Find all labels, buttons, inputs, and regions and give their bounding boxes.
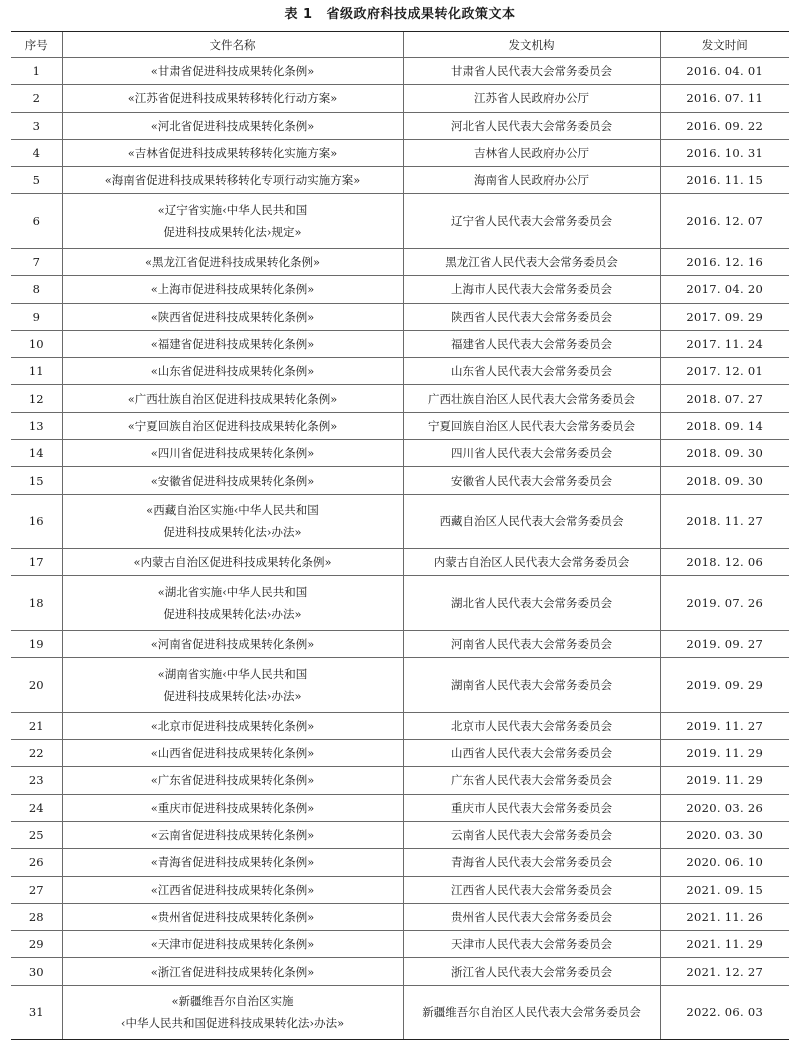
document-title-line: 促进科技成果转化法›办法» xyxy=(163,607,302,622)
issue-date: 2018. 12. 06 xyxy=(660,549,789,576)
issue-date: 2017. 11. 24 xyxy=(660,330,789,357)
document-title xyxy=(62,494,403,549)
document-title xyxy=(62,740,403,767)
issue-date: 2020. 06. 10 xyxy=(660,849,789,876)
document-title xyxy=(62,849,403,876)
issue-date: 2016. 07. 11 xyxy=(660,85,789,112)
table-row xyxy=(11,494,789,549)
document-title-line: «黑龙江省促进科技成果转化条例» xyxy=(144,255,321,270)
document-title-line: 促进科技成果转化法›办法» xyxy=(163,525,302,540)
issue-date: 2018. 09. 30 xyxy=(660,440,789,467)
issue-date: 2016. 12. 16 xyxy=(660,248,789,275)
row-number: 11 xyxy=(11,358,62,385)
issue-date: 2020. 03. 30 xyxy=(660,821,789,848)
document-title-line: «甘肃省促进科技成果转化条例» xyxy=(150,64,315,79)
document-title-line: ‹中华人民共和国促进科技成果转化法›办法» xyxy=(120,1016,345,1031)
issuing-organization: 海南省人民政府办公厅 xyxy=(403,167,660,194)
document-title-line: «辽宁省实施‹中华人民共和国 xyxy=(157,203,308,218)
row-number: 4 xyxy=(11,139,62,166)
issuing-organization: 内蒙古自治区人民代表大会常务委员会 xyxy=(403,549,660,576)
table-row xyxy=(11,58,789,85)
issue-date: 2017. 04. 20 xyxy=(660,276,789,303)
issuing-organization: 云南省人民代表大会常务委员会 xyxy=(403,821,660,848)
row-number: 9 xyxy=(11,303,62,330)
document-title-line: «陕西省促进科技成果转化条例» xyxy=(150,309,315,324)
document-title xyxy=(62,821,403,848)
issue-date: 2019. 07. 26 xyxy=(660,576,789,631)
table-row xyxy=(11,549,789,576)
table-header-row xyxy=(11,32,789,58)
document-title xyxy=(62,549,403,576)
table-row xyxy=(11,467,789,494)
issuing-organization: 辽宁省人民代表大会常务委员会 xyxy=(403,194,660,249)
table-row xyxy=(11,194,789,249)
table-row xyxy=(11,358,789,385)
header-no: 序号 xyxy=(11,32,62,58)
table-row xyxy=(11,412,789,439)
table-row xyxy=(11,821,789,848)
table-row xyxy=(11,767,789,794)
issuing-organization: 河北省人民代表大会常务委员会 xyxy=(403,112,660,139)
issue-date: 2018. 11. 27 xyxy=(660,494,789,549)
issue-date: 2017. 09. 29 xyxy=(660,303,789,330)
table-row xyxy=(11,903,789,930)
table-caption xyxy=(0,0,800,30)
document-title xyxy=(62,303,403,330)
issue-date: 2019. 11. 29 xyxy=(660,740,789,767)
row-number: 30 xyxy=(11,958,62,985)
table-row xyxy=(11,985,789,1040)
issue-date: 2020. 03. 26 xyxy=(660,794,789,821)
row-number: 19 xyxy=(11,630,62,657)
row-number: 8 xyxy=(11,276,62,303)
table-row xyxy=(11,440,789,467)
document-title-line: 促进科技成果转化法›办法» xyxy=(163,689,302,703)
issuing-organization: 浙江省人民代表大会常务委员会 xyxy=(403,958,660,985)
document-title-line: «山西省促进科技成果转化条例» xyxy=(150,746,315,761)
row-number: 3 xyxy=(11,112,62,139)
document-title xyxy=(62,440,403,467)
table-row xyxy=(11,658,789,713)
document-title xyxy=(62,85,403,112)
issue-date: 2018. 09. 14 xyxy=(660,412,789,439)
issue-date: 2019. 11. 27 xyxy=(660,712,789,739)
row-number: 16 xyxy=(11,494,62,549)
row-number: 2 xyxy=(11,85,62,112)
document-title xyxy=(62,58,403,85)
row-number: 1 xyxy=(11,58,62,85)
document-title-line: «福建省促进科技成果转化条例» xyxy=(150,337,315,352)
issuing-organization: 江苏省人民政府办公厅 xyxy=(403,85,660,112)
issuing-organization: 天津市人民代表大会常务委员会 xyxy=(403,931,660,958)
issuing-organization: 四川省人民代表大会常务委员会 xyxy=(403,440,660,467)
document-title-line: «广东省促进科技成果转化条例» xyxy=(150,773,315,788)
table-row xyxy=(11,139,789,166)
issue-date: 2019. 09. 29 xyxy=(660,658,789,713)
header-date: 发文时间 xyxy=(660,32,789,58)
row-number: 5 xyxy=(11,167,62,194)
document-title xyxy=(62,985,403,1040)
row-number: 25 xyxy=(11,821,62,848)
document-title xyxy=(62,139,403,166)
table-row xyxy=(11,85,789,112)
document-title xyxy=(62,385,403,412)
issue-date: 2021. 11. 26 xyxy=(660,903,789,930)
issue-date: 2021. 09. 15 xyxy=(660,876,789,903)
row-number: 22 xyxy=(11,740,62,767)
document-title xyxy=(62,712,403,739)
issue-date: 2018. 07. 27 xyxy=(660,385,789,412)
row-number: 27 xyxy=(11,876,62,903)
document-title-line: «云南省促进科技成果转化条例» xyxy=(150,828,315,843)
document-title xyxy=(62,903,403,930)
issuing-organization: 山东省人民代表大会常务委员会 xyxy=(403,358,660,385)
row-number: 13 xyxy=(11,412,62,439)
document-title xyxy=(62,876,403,903)
row-number: 29 xyxy=(11,931,62,958)
table-row xyxy=(11,740,789,767)
row-number: 10 xyxy=(11,330,62,357)
document-title-line: «河南省促进科技成果转化条例» xyxy=(150,637,315,652)
document-title-line: «内蒙古自治区促进科技成果转化条例» xyxy=(133,555,332,570)
document-title xyxy=(62,958,403,985)
row-number: 26 xyxy=(11,849,62,876)
issuing-organization: 湖南省人民代表大会常务委员会 xyxy=(403,658,660,713)
document-title-line: «青海省促进科技成果转化条例» xyxy=(150,855,315,870)
row-number: 12 xyxy=(11,385,62,412)
row-number: 24 xyxy=(11,794,62,821)
issue-date: 2019. 11. 29 xyxy=(660,767,789,794)
document-title-line: «西藏自治区实施‹中华人民共和国 xyxy=(146,503,319,518)
issue-date: 2016. 11. 15 xyxy=(660,167,789,194)
issuing-organization: 安徽省人民代表大会常务委员会 xyxy=(403,467,660,494)
issuing-organization: 西藏自治区人民代表大会常务委员会 xyxy=(403,494,660,549)
issuing-organization: 贵州省人民代表大会常务委员会 xyxy=(403,903,660,930)
issue-date: 2016. 04. 01 xyxy=(660,58,789,85)
document-title-line: «宁夏回族自治区促进科技成果转化条例» xyxy=(127,418,338,433)
document-title-line: «江苏省促进科技成果转移转化行动方案» xyxy=(127,91,338,106)
header-title: 文件名称 xyxy=(62,32,403,58)
document-title xyxy=(62,167,403,194)
document-title-line: «江西省促进科技成果转化条例» xyxy=(150,882,315,897)
table-row xyxy=(11,167,789,194)
row-number: 14 xyxy=(11,440,62,467)
row-number: 23 xyxy=(11,767,62,794)
table-row xyxy=(11,794,789,821)
issuing-organization: 重庆市人民代表大会常务委员会 xyxy=(403,794,660,821)
table-row xyxy=(11,330,789,357)
table-row xyxy=(11,712,789,739)
row-number: 7 xyxy=(11,248,62,275)
document-title-line: 促进科技成果转化法›规定» xyxy=(163,225,302,240)
table-row xyxy=(11,112,789,139)
policy-table xyxy=(11,31,789,1040)
header-org: 发文机构 xyxy=(403,32,660,58)
issuing-organization: 吉林省人民政府办公厅 xyxy=(403,139,660,166)
table-row xyxy=(11,385,789,412)
row-number: 21 xyxy=(11,712,62,739)
table-row xyxy=(11,276,789,303)
table-title: 省级政府科技成果转化政策文本 xyxy=(326,7,516,22)
document-title xyxy=(62,412,403,439)
document-title xyxy=(62,330,403,357)
issuing-organization: 河南省人民代表大会常务委员会 xyxy=(403,630,660,657)
table-row xyxy=(11,303,789,330)
issuing-organization: 山西省人民代表大会常务委员会 xyxy=(403,740,660,767)
table-row xyxy=(11,849,789,876)
document-title-line: «重庆市促进科技成果转化条例» xyxy=(150,800,315,815)
row-number: 6 xyxy=(11,194,62,249)
document-title xyxy=(62,194,403,249)
document-title-line: «山东省促进科技成果转化条例» xyxy=(150,364,315,379)
issue-date: 2022. 06. 03 xyxy=(660,985,789,1040)
document-title-line: «新疆维吾尔自治区实施 xyxy=(171,994,294,1009)
document-title-line: «北京市促进科技成果转化条例» xyxy=(150,718,315,733)
document-title-line: «贵州省促进科技成果转化条例» xyxy=(150,909,315,924)
document-title xyxy=(62,658,403,713)
row-number: 31 xyxy=(11,985,62,1040)
table-body xyxy=(11,58,789,1040)
document-title xyxy=(62,630,403,657)
issuing-organization: 黑龙江省人民代表大会常务委员会 xyxy=(403,248,660,275)
issue-date: 2019. 09. 27 xyxy=(660,630,789,657)
document-title-line: «浙江省促进科技成果转化条例» xyxy=(150,964,315,979)
row-number: 17 xyxy=(11,549,62,576)
document-title-line: «广西壮族自治区促进科技成果转化条例» xyxy=(127,391,338,406)
table-row xyxy=(11,248,789,275)
row-number: 15 xyxy=(11,467,62,494)
issue-date: 2021. 12. 27 xyxy=(660,958,789,985)
issuing-organization: 上海市人民代表大会常务委员会 xyxy=(403,276,660,303)
document-title-line: «吉林省促进科技成果转移转化实施方案» xyxy=(127,146,338,161)
document-title-line: «安徽省促进科技成果转化条例» xyxy=(150,473,315,488)
issuing-organization: 甘肃省人民代表大会常务委员会 xyxy=(403,58,660,85)
issue-date: 2016. 12. 07 xyxy=(660,194,789,249)
issue-date: 2016. 10. 31 xyxy=(660,139,789,166)
table-row xyxy=(11,630,789,657)
document-title-line: «海南省促进科技成果转移转化专项行动实施方案» xyxy=(104,173,361,188)
document-title xyxy=(62,794,403,821)
issuing-organization: 陕西省人民代表大会常务委员会 xyxy=(403,303,660,330)
issuing-organization: 江西省人民代表大会常务委员会 xyxy=(403,876,660,903)
document-title xyxy=(62,112,403,139)
document-title xyxy=(62,931,403,958)
document-title xyxy=(62,467,403,494)
document-title-line: «湖北省实施‹中华人民共和国 xyxy=(157,585,308,600)
row-number: 20 xyxy=(11,658,62,713)
document-title-line: «河北省促进科技成果转化条例» xyxy=(150,118,315,133)
table-row xyxy=(11,931,789,958)
issuing-organization: 宁夏回族自治区人民代表大会常务委员会 xyxy=(403,412,660,439)
issue-date: 2016. 09. 22 xyxy=(660,112,789,139)
document-title xyxy=(62,248,403,275)
document-title xyxy=(62,576,403,631)
issuing-organization: 广东省人民代表大会常务委员会 xyxy=(403,767,660,794)
document-title-line: «天津市促进科技成果转化条例» xyxy=(150,937,315,952)
row-number: 18 xyxy=(11,576,62,631)
table-row xyxy=(11,958,789,985)
issue-date: 2021. 11. 29 xyxy=(660,931,789,958)
issuing-organization: 福建省人民代表大会常务委员会 xyxy=(403,330,660,357)
document-title-line: «上海市促进科技成果转化条例» xyxy=(150,282,315,297)
row-number: 28 xyxy=(11,903,62,930)
issue-date: 2018. 09. 30 xyxy=(660,467,789,494)
document-title xyxy=(62,767,403,794)
document-title-line: «湖南省实施‹中华人民共和国 xyxy=(157,667,308,681)
table-number: 表 1 xyxy=(284,7,313,22)
document-title-line: «四川省促进科技成果转化条例» xyxy=(150,446,315,461)
document-title xyxy=(62,358,403,385)
document-title xyxy=(62,276,403,303)
issuing-organization: 青海省人民代表大会常务委员会 xyxy=(403,849,660,876)
table-row xyxy=(11,876,789,903)
issue-date: 2017. 12. 01 xyxy=(660,358,789,385)
table-row xyxy=(11,576,789,631)
issuing-organization: 北京市人民代表大会常务委员会 xyxy=(403,712,660,739)
issuing-organization: 新疆维吾尔自治区人民代表大会常务委员会 xyxy=(403,985,660,1040)
issuing-organization: 广西壮族自治区人民代表大会常务委员会 xyxy=(403,385,660,412)
issuing-organization: 湖北省人民代表大会常务委员会 xyxy=(403,576,660,631)
